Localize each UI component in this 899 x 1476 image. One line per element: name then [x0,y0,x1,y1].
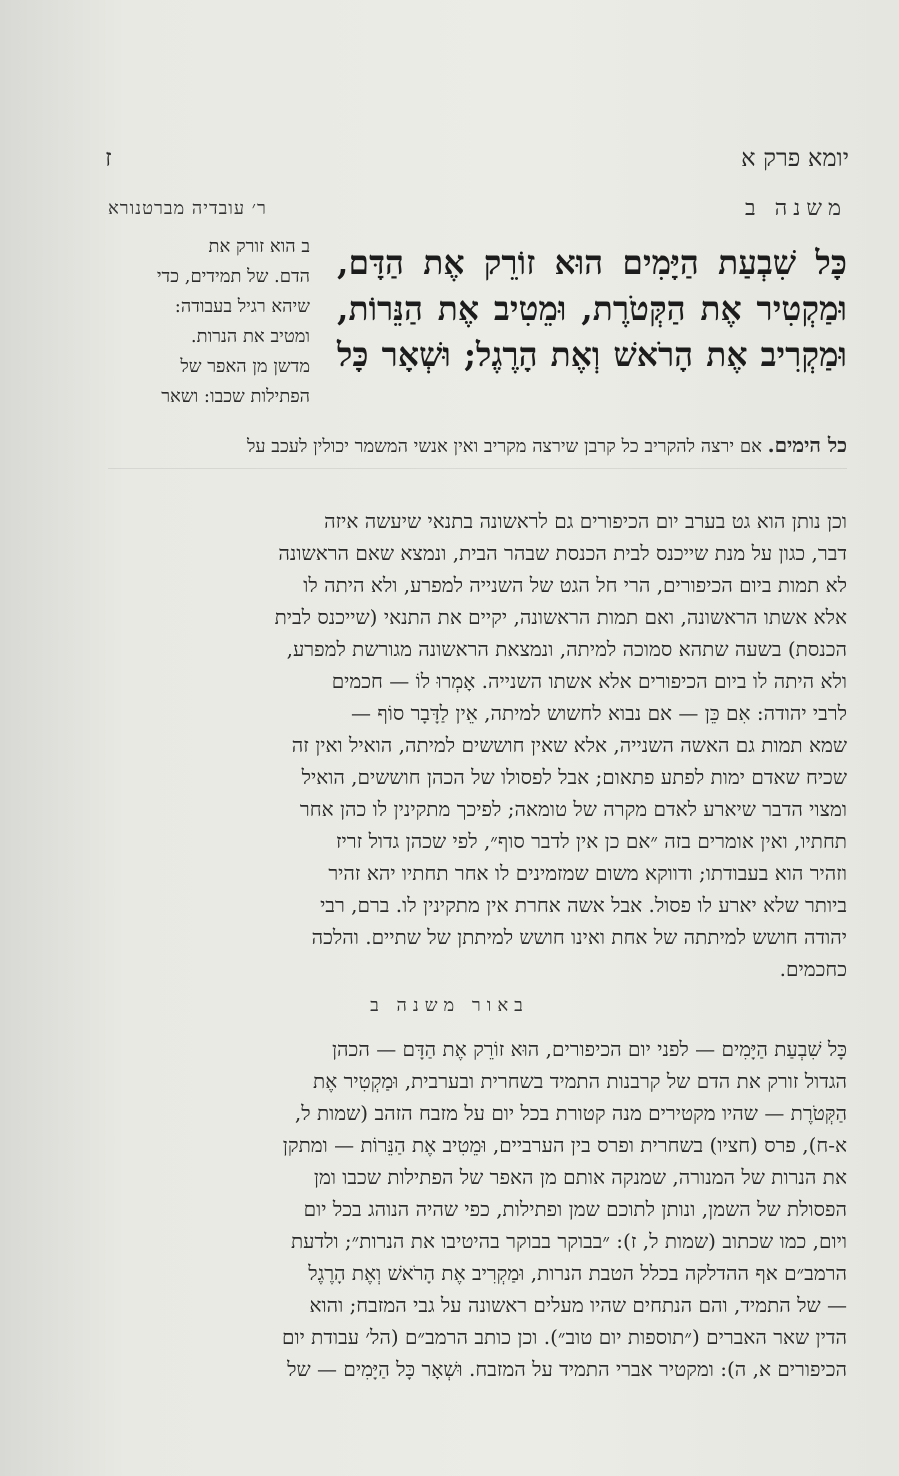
divider [108,468,847,469]
beur-line: הַקְּטֹרֶת — שהיו מקטירים מנה קטורת בכל יום על מזבח הזהב (שמות ל, [294,1101,847,1125]
mishna-line: וּמַקְטִיר אֶת הַקְּטֹרֶת, וּמֵטִיב אֶת הַנֵּרוֹת, [337,289,847,328]
commentary-line: לא תמות ביום הכיפורים, הרי חל הגט של השנייה למפרע, ולא היתה לו [303,573,847,597]
continuation-rest: אם ירצה להקריב כל קרבן שירצה מקריב ואין אנשי המשמר יכולין לעכב על [246,436,762,457]
running-header [105,138,849,178]
bartenura-title: ר׳ עובדיה מברטנורא [108,198,267,219]
mishna-line: וּמַקְרִיב אֶת הָרֹאשׁ וְאֶת הָרֶגֶל; וּשְׁאָר כָּל [337,335,847,374]
beur-section-title: באור משנה ב [370,995,529,1016]
running-title: יומא פרק א [741,143,849,172]
beur-line: ויום, כמו שכתוב (שמות ל, ז): ״בבוקר בבוקר בהיטיבו את הנרות״; ולדעת [290,1229,847,1253]
commentary-line: שמא תמות גם האשה השנייה, אלא שאין חוששים למיתה, הואיל ואין זה [291,733,847,757]
beur-line: הפסולת של השמן, ונותן לתוכם שמן ופתילות, כפי שהיה הנוהג בכל יום [303,1197,847,1221]
commentary-line: יהודה חושש למיתתה של אחת ואינו חושש למיתתן של שתיים. והלכה [311,925,847,949]
commentary-line: כחכמים. [779,957,847,981]
commentary-line: דבר, כגון על מנת שייכנס לבית הכנסת שבהר הבית, ונמצא שאם הראשונה [278,541,847,565]
commentary-line: תחתיו, ואין אומרים בזה ״אם כן אין לדבר סוף״, לפי שכהן גדול זריז [335,829,847,853]
beur-body [108,1033,847,1385]
beur-line: הדין שאר האברים (״תוספות יום טוב״). וכן כותב הרמב״ם (הל׳ עבודת יום [281,1325,847,1349]
bartenura-commentary [108,232,310,412]
commentary-line: אלא אשתו הראשונה, ואם תמות הראשונה, יקיים את התנאי (שייכנס לבית [274,605,847,629]
mishna-label: משנה ב [744,196,847,221]
commentary-line: וזהיר הוא בעבודתו; ודווקא משום שמזמינים לו אחר תחתיו יהא זהיר [328,861,847,885]
mishna-continuation-line [108,430,847,462]
beur-line: את הנרות של המנורה, שמנקה אותם מן האפר של הפתילות שכבו ומן [313,1165,847,1189]
bartenura-line: שיהא רגיל בעבודה: [174,296,310,317]
mishna-text [337,240,847,378]
beur-line: הגדול זורק את הדם של קרבנות התמיד בשחרית ובערבית, וּמַקְטִיר אֶת [313,1069,847,1093]
beur-line: — של התמיד, והם הנתחים שהיו מעלים ראשונה על גבי המזבח; והוא [309,1293,847,1317]
beur-line: הרמב״ם אף ההדלקה בכלל הטבת הנרות, וּמַקְרִיב אֶת הָרֹאשׁ וְאֶת הָרֶגֶל [308,1261,847,1285]
bartenura-line: מדשן מן האפר של [180,356,310,377]
bartenura-line: הדם. של תמידים, כדי [156,266,310,287]
commentary-line: שכיח שאדם ימות לפתע פתאום; אבל לפסולו של הכהן חוששים, הואיל [301,765,847,789]
beur-line: הכיפורים א, ה): ומקטיר אברי התמיד על המזבח. וּשְׁאָר כָּל הַיָּמִים — של [287,1357,847,1381]
commentary-line: ומצוי הדבר שיארע לאדם מקרה של טומאה; לפיכך מתקינין לו כהן אחר [299,797,847,821]
beur-line: כָּל שִׁבְעַת הַיָּמִים — לפני יום הכיפורים, הוּא זוֹרֵק אֶת הַדָּם — הכהן [331,1037,847,1061]
bartenura-line: ומטיב את הנרות. [190,326,310,347]
commentary-body [108,505,847,985]
commentary-line: הכנסת) בשעה שתהא סמוכה למיתה, ונמצאת הראשונה מגורשת למפרע, [286,637,847,661]
bartenura-line: ב הוא זורק את [208,236,310,257]
commentary-line: וכן נותן הוא גט בערב יום הכיפורים גם לראשונה בתנאי שיעשה איזה [324,509,847,533]
page-number: ז [105,143,112,172]
bartenura-line: הפתילות שכבו: ושאר [161,386,310,407]
commentary-line: ביותר שלא יארע לו פסול. אבל אשה אחרת אין מתקינין לו. ברם, רבי [320,893,847,917]
commentary-line: לרבי יהודה: אִם כֵּן — אם נבוא לחשוש למיתה, אֵין לַדָּבָר סוֹף — [351,701,847,725]
beur-line: א-ח), פרס (חציו) בשחרית ופרס בין הערביים, וּמֵטִיב אֶת הַנֵּרוֹת — ומתקן [282,1133,847,1157]
commentary-line: ולא היתה לו ביום הכיפורים אלא אשתו השנייה. אָמְרוּ לוֹ — חכמים [331,669,847,693]
mishna-line: כָּל שִׁבְעַת הַיָּמִים הוּא זוֹרֵק אֶת הַדָּם, [337,243,847,282]
continuation-lead: כל הימים. [767,433,847,457]
